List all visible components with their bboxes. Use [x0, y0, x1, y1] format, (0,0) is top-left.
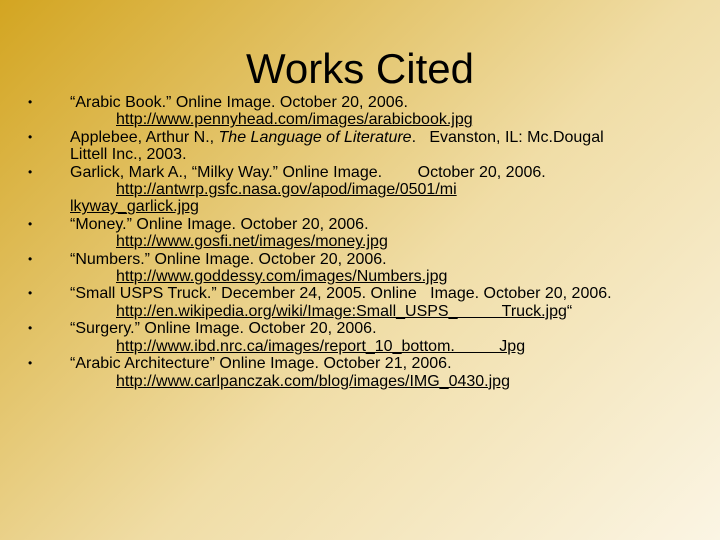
- citation-text: “Arabic Book.” Online Image. October 20, 2006.: [70, 94, 408, 111]
- citation-item: [26, 251, 706, 286]
- citation-link[interactable]: http://en.wikipedia.org/wiki/Image:Small_USPS_ Truck.jpg: [116, 302, 567, 320]
- citation-item: [26, 129, 706, 164]
- citation-text: “Small USPS Truck.” December 24, 2005. Online Image. October 20, 2006.: [70, 285, 612, 303]
- bullet: •: [28, 129, 33, 144]
- citation-text: “Arabic Architecture” Online Image. October 21, 2006.: [70, 355, 452, 373]
- citation-work-title: The Language of Literature: [218, 128, 412, 146]
- works-cited-list: [26, 94, 706, 390]
- citation-text: [70, 129, 706, 146]
- citation-item: [26, 216, 706, 251]
- bullet: •: [28, 286, 33, 301]
- citation-item: [26, 320, 706, 355]
- citation-link-suffix: “: [566, 302, 573, 320]
- citation-link-line: [70, 303, 706, 320]
- citation-text: “Numbers.” Online Image. October 20, 2006.: [70, 250, 387, 268]
- bullet: •: [28, 95, 33, 109]
- citation-author: Applebee, Arthur N.,: [70, 128, 219, 146]
- citation-link[interactable]: http://www.gosfi.net/images/money.jpg: [116, 233, 388, 251]
- bullet: •: [28, 321, 33, 336]
- citation-item: [26, 94, 706, 129]
- bullet: •: [28, 356, 33, 371]
- citation-item: [26, 164, 706, 216]
- citation-text-continued: Littell Inc., 2003.: [70, 146, 187, 164]
- citation-text: “Surgery.” Online Image. October 20, 2006.: [70, 320, 377, 338]
- citation-link[interactable]: http://www.carlpanczak.com/blog/images/IMG_0430.jpg: [116, 372, 510, 390]
- citation-link-continued[interactable]: lkyway_garlick.jpg: [70, 198, 199, 216]
- citation-item: [26, 355, 706, 390]
- citation-publisher: . Evanston, IL: Mc.Dougal: [411, 128, 604, 146]
- bullet: •: [28, 216, 33, 231]
- citation-item: [26, 285, 706, 320]
- bullet: •: [28, 251, 33, 266]
- slide-title: Works Cited: [246, 45, 474, 92]
- citation-text: “Money.” Online Image. October 20, 2006.: [70, 215, 369, 233]
- citation-link[interactable]: http://www.ibd.nrc.ca/images/report_10_bottom. Jpg: [116, 337, 526, 355]
- citation-link[interactable]: http://antwrp.gsfc.nasa.gov/apod/image/0501/mi: [116, 181, 457, 199]
- citation-text: Garlick, Mark A., “Milky Way.” Online Image. October 20, 2006.: [70, 163, 546, 181]
- bullet: •: [28, 164, 33, 179]
- citation-link[interactable]: http://www.goddessy.com/images/Numbers.jpg: [116, 268, 448, 286]
- citation-link[interactable]: http://www.pennyhead.com/images/arabicbook.jpg: [116, 111, 473, 129]
